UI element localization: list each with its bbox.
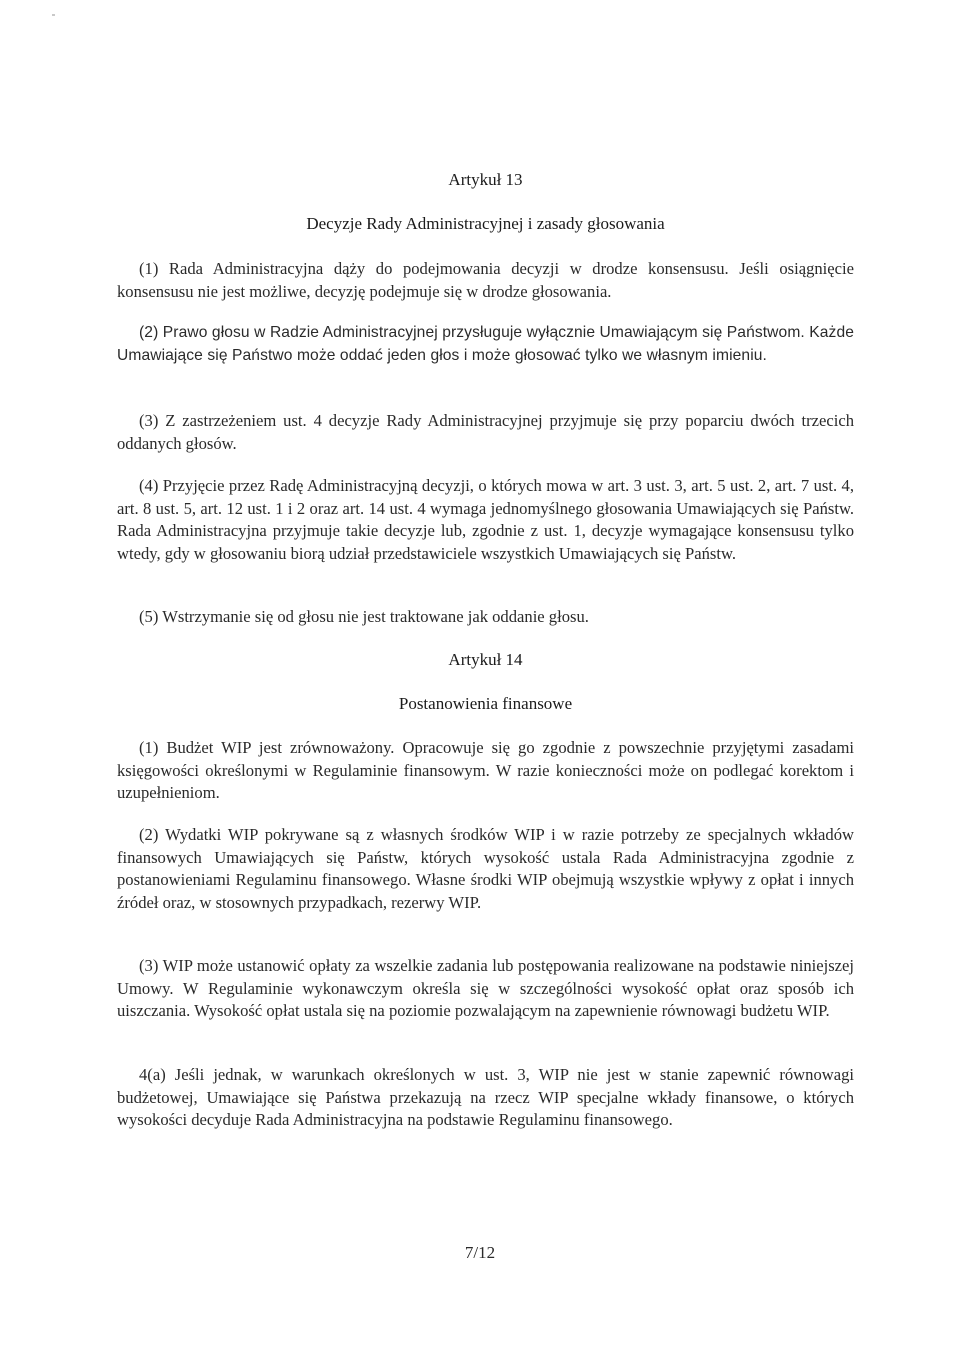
- article-13-paragraph-3: (3) Z zastrzeżeniem ust. 4 decyzje Rady Administracyjnej przyjmuje się przy poparciu dwóch trzecich oddanych głosów.: [117, 411, 854, 453]
- article-13-subtitle: Decyzje Rady Administracyjnej i zasady głosowania: [306, 214, 665, 233]
- page-number: 7/12: [464, 1243, 496, 1262]
- article-13-title: Artykuł 13: [448, 170, 523, 189]
- article-13-paragraph-4: (4) Przyjęcie przez Radę Administracyjną decyzji, o których mowa w art. 3 ust. 3, art. 5 ust. 2, art. 7 ust. 4, art. 8 ust. 5, art. 12 ust. 1 i 2 oraz art. 14 ust. 4 wymaga jednomyślnego głosowania Umawiających się Państw. Rada Administracyjna przyjmuje takie decyzje lub, zgodnie z ust. 1, decyzje wymagające konsensusu tylko wtedy, gdy w głosowaniu biorą udział przedstawiciele wszystkich Umawiających się Państw.: [117, 476, 854, 563]
- article-14-paragraph-2: (2) Wydatki WIP pokrywane są z własnych środków WIP i w razie potrzeby ze specjalnych wkładów finansowych Umawiających się Państw, których wysokość ustala Rada Administracyjna zgodnie z postanowieniami Regulaminu finansowego. Własne środki WIP obejmują wszystkie wpływy z opłat i innych źródeł oraz, w stosownych przypadkach, rezerwy WIP.: [117, 825, 854, 912]
- article-14-paragraph-3: (3) WIP może ustanowić opłaty za wszelkie zadania lub postępowania realizowane na podstawie niniejszej Umowy. W Regulaminie wykonawczym określa się w szczególności wysokość opłat oraz sposób ich uiszczania. Wysokość opłat ustala się na poziomie pozwalającym na zapewnienie równowagi budżetu WIP.: [117, 956, 854, 1020]
- article-13-paragraph-2: (2) Prawo głosu w Radzie Administracyjnej przysługuje wyłącznie Umawiającym się Państwom. Każde Umawiające się Państwo może oddać jeden głos i może głosować tylko we własnym imieniu.: [117, 324, 854, 364]
- scan-speck: [52, 14, 55, 16]
- article-13-paragraph-1: (1) Rada Administracyjna dąży do podejmowania decyzji w drodze konsensusu. Jeśli osiągnięcie konsensusu nie jest możliwe, decyzję podejmuje się w drodze głosowania.: [117, 259, 854, 301]
- article-14-title: Artykuł 14: [448, 650, 523, 669]
- article-14-paragraph-4: 4(a) Jeśli jednak, w warunkach określonych w ust. 3, WIP nie jest w stanie zapewnić równowagi budżetowej, Umawiające się Państwa przekazują na rzecz WIP specjalne wkłady finansowe, o których wysokości decyduje Rada Administracyjna na podstawie Regulaminu finansowego.: [117, 1065, 854, 1129]
- article-14-subtitle: Postanowienia finansowe: [398, 694, 573, 713]
- article-14-paragraph-1: (1) Budżet WIP jest zrównoważony. Opracowuje się go zgodnie z powszechnie przyjętymi zasadami księgowości określonymi w Regulaminie finansowym. W razie konieczności może on podlegać korektom i uzupełnieniom.: [117, 738, 854, 802]
- article-13-paragraph-5: (5) Wstrzymanie się od głosu nie jest traktowane jak oddanie głosu.: [139, 607, 589, 626]
